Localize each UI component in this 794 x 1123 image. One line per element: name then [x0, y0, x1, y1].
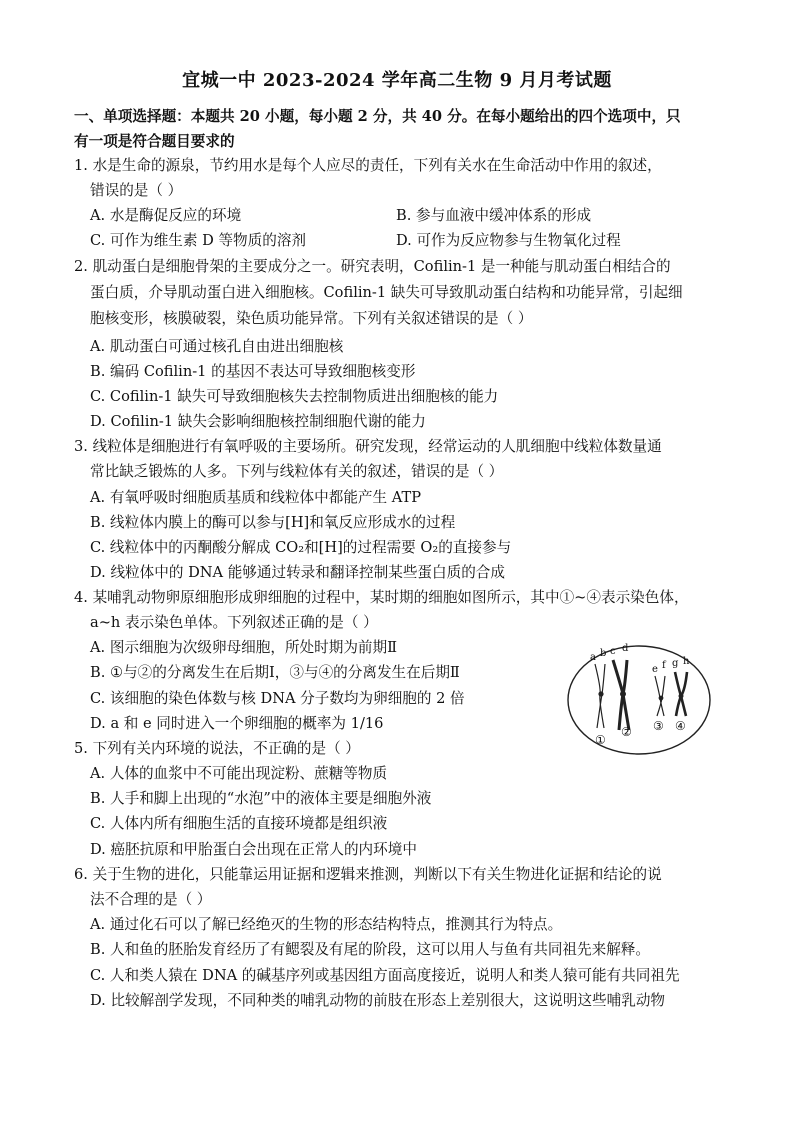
chromosome-3 [655, 676, 665, 716]
chromatid-label-f: f [662, 660, 666, 671]
chromosome-label-3: ③ [653, 719, 664, 733]
question-3-option-c: C. 线粒体中的丙酮酸分解成 CO₂和[H]的过程需要 O₂的直接参与 [90, 539, 512, 556]
question-2-stem-line-3: 胞核变形，核膜破裂，染色质功能异常。下列有关叙述错误的是（ ） [90, 310, 533, 327]
chromosome-4 [675, 672, 687, 716]
chromosome-1 [595, 664, 605, 728]
chromatid-label-a: a [590, 652, 596, 663]
question-1-option-b: B. 参与血液中缓冲体系的形成 [396, 207, 592, 224]
question-4-option-a: A. 图示细胞为次级卵母细胞，所处时期为前期Ⅱ [90, 639, 398, 656]
question-2-option-d: D. Cofilin-1 缺失会影响细胞核控制细胞代谢的能力 [90, 413, 426, 430]
question-1-option-d: D. 可作为反应物参与生物氧化过程 [396, 232, 621, 249]
chromatid-label-c: c [610, 646, 616, 657]
chromatid-label-d: d [622, 643, 629, 654]
question-4-stem-line-2: a~h 表示染色单体。下列叙述正确的是（ ） [90, 614, 378, 631]
question-5-option-a: A. 人体的血浆中不可能出现淀粉、蔗糖等物质 [90, 765, 388, 782]
question-2-option-b: B. 编码 Cofilin-1 的基因不表达可导致细胞核变形 [90, 363, 416, 380]
cell-chromosome-figure [565, 636, 715, 758]
question-6-stem-line-2: 法不合理的是（ ） [90, 891, 212, 908]
exam-title: 宜城一中 2023-2024 学年高二生物 9 月月考试题 [182, 70, 612, 91]
chromatid-label-e: e [652, 664, 658, 675]
question-4-option-c: C. 该细胞的染色体数与核 DNA 分子数均为卵细胞的 2 倍 [90, 690, 465, 707]
section-heading-line-1: 一、单项选择题：本题共 20 小题，每小题 2 分，共 40 分。在每小题给出的四个选项中，只 [74, 108, 681, 125]
question-4-option-b: B. ①与②的分离发生在后期Ⅰ，③与④的分离发生在后期Ⅱ [90, 664, 460, 681]
chromosome-label-1: ① [595, 733, 606, 747]
question-1-option-c: C. 可作为维生素 D 等物质的溶剂 [90, 232, 307, 249]
chromosome-2 [613, 660, 629, 730]
question-6-option-b: B. 人和鱼的胚胎发育经历了有鳃裂及有尾的阶段，这可以用人与鱼有共同祖先来解释。 [90, 941, 650, 958]
question-5-option-b: B. 人手和脚上出现的“水泡”中的液体主要是细胞外液 [90, 790, 432, 807]
question-1-stem-line-2: 错误的是（ ） [90, 182, 183, 199]
chromatid-label-g: g [672, 658, 679, 669]
question-4-option-d: D. a 和 e 同时进入一个卵细胞的概率为 1/16 [90, 715, 384, 732]
question-3-option-a: A. 有氧呼吸时细胞质基质和线粒体中都能产生 ATP [90, 489, 422, 506]
question-3-stem-line-2: 常比缺乏锻炼的人多。下列与线粒体有关的叙述，错误的是（ ） [90, 463, 504, 480]
question-6-option-a: A. 通过化石可以了解已经绝灭的生物的形态结构特点，推测其行为特点。 [90, 916, 563, 933]
chromatid-label-h: h [683, 656, 690, 667]
question-5-option-c: C. 人体内所有细胞生活的直接环境都是组织液 [90, 815, 388, 832]
question-6-option-c: C. 人和类人猿在 DNA 的碱基序列或基因组方面高度接近，说明人和类人猿可能有共同祖先 [90, 967, 680, 984]
question-5-option-d: D. 癌胚抗原和甲胎蛋白会出现在正常人的内环境中 [90, 841, 417, 858]
question-5-stem-line-1: 5. 下列有关内环境的说法，不正确的是（ ） [74, 740, 360, 757]
question-4-stem-line-1: 4. 某哺乳动物卵原细胞形成卵细胞的过程中，某时期的细胞如图所示，其中①~④表示染色体， [74, 589, 689, 606]
section-heading [74, 104, 724, 154]
question-3-stem-line-1: 3. 线粒体是细胞进行有氧呼吸的主要场所。研究发现，经常运动的人肌细胞中线粒体数量通 [74, 438, 662, 455]
chromosome-label-2: ② [621, 725, 632, 739]
question-3-option-d: D. 线粒体中的 DNA 能够通过转录和翻译控制某些蛋白质的合成 [90, 564, 505, 581]
question-2-stem-line-1: 2. 肌动蛋白是细胞骨架的主要成分之一。研究表明，Cofilin-1 是一种能与肌动蛋白相结合的 [74, 258, 671, 275]
section-heading-line-2: 有一项是符合题目要求的 [74, 133, 235, 150]
question-6-option-d: D. 比较解剖学发现，不同种类的哺乳动物的前肢在形态上差别很大，这说明这些哺乳动物 [90, 992, 666, 1009]
question-3-option-b: B. 线粒体内膜上的酶可以参与[H]和氧反应形成水的过程 [90, 514, 456, 531]
question-1-stem-line-1: 1. 水是生命的源泉，节约用水是每个人应尽的责任，下列有关水在生命活动中作用的叙述， [74, 157, 662, 174]
question-2-stem-line-2: 蛋白质，介导肌动蛋白进入细胞核。Cofilin-1 缺失可导致肌动蛋白结构和功能异常，引起细 [90, 284, 683, 301]
question-6-stem-line-1: 6. 关于生物的进化，只能靠运用证据和逻辑来推测，判断以下有关生物进化证据和结论的说 [74, 866, 662, 883]
chromosome-label-4: ④ [675, 719, 686, 733]
chromatid-label-b: b [600, 648, 607, 659]
question-2-option-a: A. 肌动蛋白可通过核孔自由进出细胞核 [90, 338, 344, 355]
question-1-option-a: A. 水是酶促反应的环境 [90, 207, 242, 224]
question-2-option-c: C. Cofilin-1 缺失可导致细胞核失去控制物质进出细胞核的能力 [90, 388, 499, 405]
